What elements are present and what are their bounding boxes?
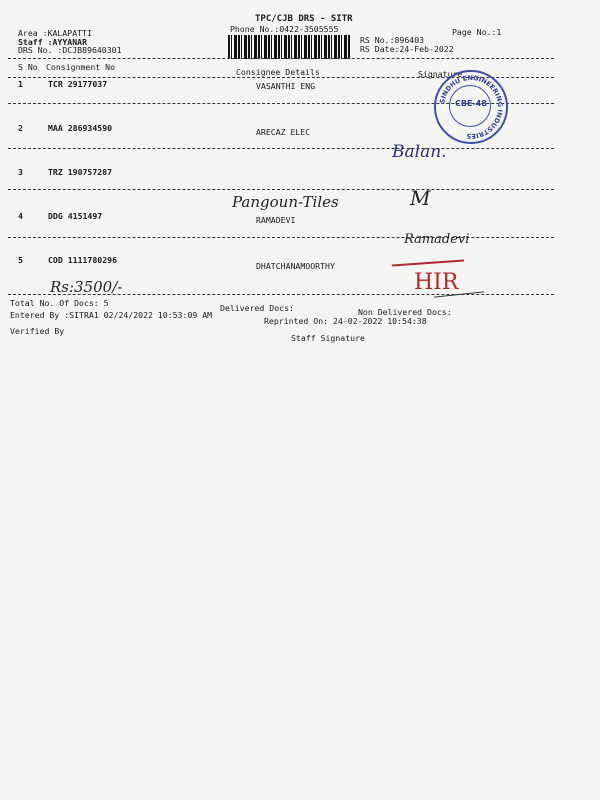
row-sno: 1 xyxy=(18,79,23,89)
barcode xyxy=(228,35,351,59)
divider xyxy=(8,58,554,59)
row-sno: 5 xyxy=(18,255,23,265)
row-consignee: RAMADEVI xyxy=(256,215,296,225)
row-consignment: DDG 4151497 xyxy=(48,211,103,221)
rs-number: RS No.:896403 xyxy=(360,35,425,45)
row-consignment: COD 1111780296 xyxy=(48,255,118,265)
row-sno: 4 xyxy=(18,211,23,221)
red-underline xyxy=(392,259,464,266)
row-consignee: VASANTHI ENG xyxy=(256,81,316,91)
report-title: TPC/CJB DRS - SITR xyxy=(255,14,353,24)
total-docs: Total No. Of Docs: 5 xyxy=(10,298,109,308)
col-sno: S No xyxy=(18,62,38,72)
stamp-code: CBE-48 xyxy=(455,99,487,108)
divider xyxy=(8,148,554,149)
row-sno: 3 xyxy=(18,167,23,177)
staff-signature: Staff Signature xyxy=(291,333,365,343)
signature-row4: Ramadevi xyxy=(404,232,470,247)
rs-date: RS Date:24-Feb-2022 xyxy=(360,44,454,54)
row-consignee: DHATCHANAMOORTHY xyxy=(256,261,335,271)
col-consignee: Consignee Details xyxy=(236,67,320,77)
col-signature: Signature xyxy=(418,69,463,79)
signature-row3: M xyxy=(410,186,431,210)
delivered-docs: Delivered Docs: xyxy=(220,303,294,313)
handwritten-note-row3: Pangoun-Tiles xyxy=(232,193,339,211)
stamp-ring-text: SINDHU ENGINEERING INDUSTRIES xyxy=(438,73,505,141)
entered-by: Entered By :SITRA1 02/24/2022 10:53:09 AM xyxy=(10,310,213,320)
signature-row5: HIR xyxy=(414,270,459,295)
divider xyxy=(8,189,554,190)
row-consignee: ARECAZ ELEC xyxy=(256,127,311,137)
row-sno: 2 xyxy=(18,123,23,133)
col-consignment: Consignment No xyxy=(46,62,116,72)
row-consignment: TRZ 190757287 xyxy=(48,167,113,177)
verified-by: Verified By xyxy=(10,326,65,336)
area-label: Area :KALAPATTI xyxy=(18,28,92,38)
staff-label: Staff :AYYANAR xyxy=(18,37,88,47)
page-number: Page No.:1 xyxy=(452,27,502,37)
reprinted-on: Reprinted On: 24-02-2022 10:54:38 xyxy=(264,316,427,326)
drs-number: DRS No. :DCJB89640301 xyxy=(18,45,122,55)
row-consignment: MAA 286934590 xyxy=(48,123,113,133)
handwritten-amount: Rs:3500/- xyxy=(50,278,123,296)
row-consignment: TCR 29177037 xyxy=(48,79,108,89)
signature-row2: Balan. xyxy=(392,142,447,162)
non-delivered-docs: Non Delivered Docs: xyxy=(358,307,452,317)
phone-number: Phone No.:0422-3505555 xyxy=(230,24,339,34)
divider xyxy=(8,237,554,238)
company-stamp xyxy=(434,70,508,144)
